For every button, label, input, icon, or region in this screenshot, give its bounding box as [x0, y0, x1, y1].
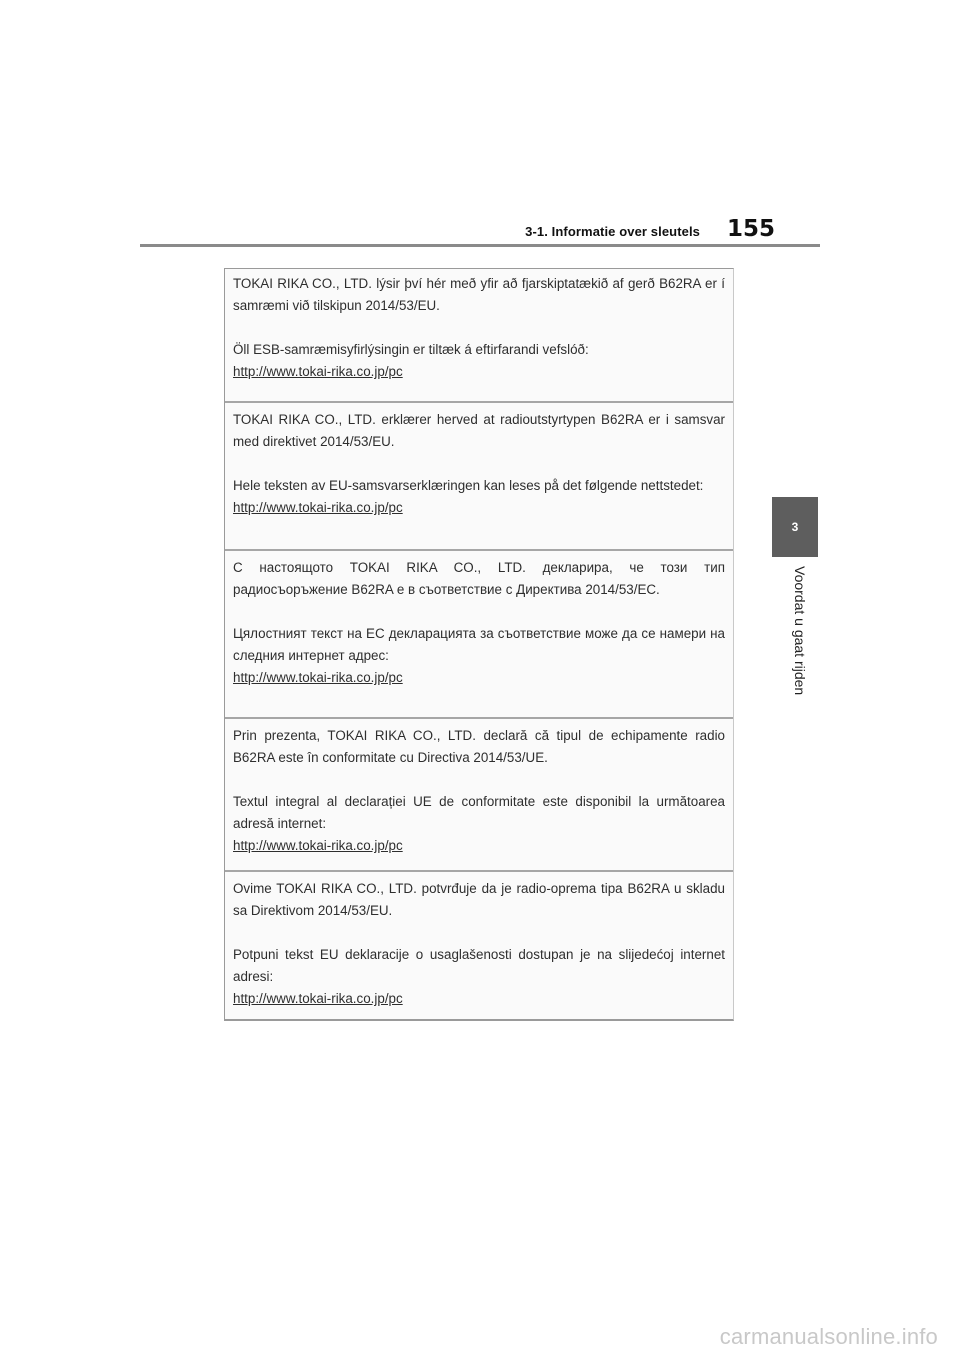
declaration-availability: Potpuni tekst EU deklaracije o usaglašenosti dostupan je na slijedećoj internet adresi: [233, 947, 725, 984]
page-number: 155 [726, 216, 775, 242]
header-rule [140, 244, 820, 247]
section-title: 3-1. Informatie over sleutels [525, 224, 700, 239]
declaration-norwegian [225, 403, 733, 551]
declaration-romanian [225, 719, 733, 872]
declaration-availability: Textul integral al declarației UE de conformitate este disponibil la următoarea adresă internet: [233, 794, 725, 831]
declaration-icelandic [225, 269, 733, 403]
declaration-availability: Цялостният текст на ЕС декларацията за съответствие може да се намери на следния интернет адрес: [233, 626, 725, 663]
page-header [0, 0, 960, 250]
declaration-statement: TOKAI RIKA CO., LTD. erklærer herved at radioutstyrtypen B62RA er i samsvar med direktivet 2014/53/EU. [233, 412, 725, 449]
declarations-box [224, 268, 734, 1021]
declaration-croatian [225, 872, 733, 1019]
chapter-tab [772, 497, 818, 557]
declaration-statement: С настоящото TOKAI RIKA CO., LTD. декларира, че този тип радиосъоръжение B62RA е в съответствие с Директива 2014/53/ЕС. [233, 560, 725, 597]
declaration-url-link[interactable]: http://www.tokai-rika.co.jp/pc [233, 364, 403, 379]
declaration-bulgarian [225, 551, 733, 719]
chapter-title: Voordat u gaat rijden [792, 566, 808, 696]
declaration-availability: Öll ESB-samræmisyfirlýsingin er tiltæk á eftirfarandi vefslóð: [233, 342, 589, 357]
declaration-statement: Ovime TOKAI RIKA CO., LTD. potvrđuje da je radio-oprema tipa B62RA u skladu sa Direktivom 2014/53/EU. [233, 881, 725, 918]
declaration-url-link[interactable]: http://www.tokai-rika.co.jp/pc [233, 500, 403, 515]
declaration-url-link[interactable]: http://www.tokai-rika.co.jp/pc [233, 670, 403, 685]
declaration-statement: Prin prezenta, TOKAI RIKA CO., LTD. declară că tipul de echipamente radio B62RA este în conformitate cu Directiva 2014/53/UE. [233, 728, 725, 765]
watermark-brand: carmanualsonline.info [719, 1324, 938, 1349]
chapter-number: 3 [791, 520, 799, 534]
declaration-availability: Hele teksten av EU-samsvarserklæringen kan leses på det følgende nettstedet: [233, 478, 704, 493]
declaration-statement: TOKAI RIKA CO., LTD. lýsir því hér með yfir að fjarskiptatækið af gerð B62RA er í samræmi við tilskipun 2014/53/EU. [233, 276, 725, 313]
declaration-url-link[interactable]: http://www.tokai-rika.co.jp/pc [233, 838, 403, 853]
declaration-url-link[interactable]: http://www.tokai-rika.co.jp/pc [233, 991, 403, 1006]
